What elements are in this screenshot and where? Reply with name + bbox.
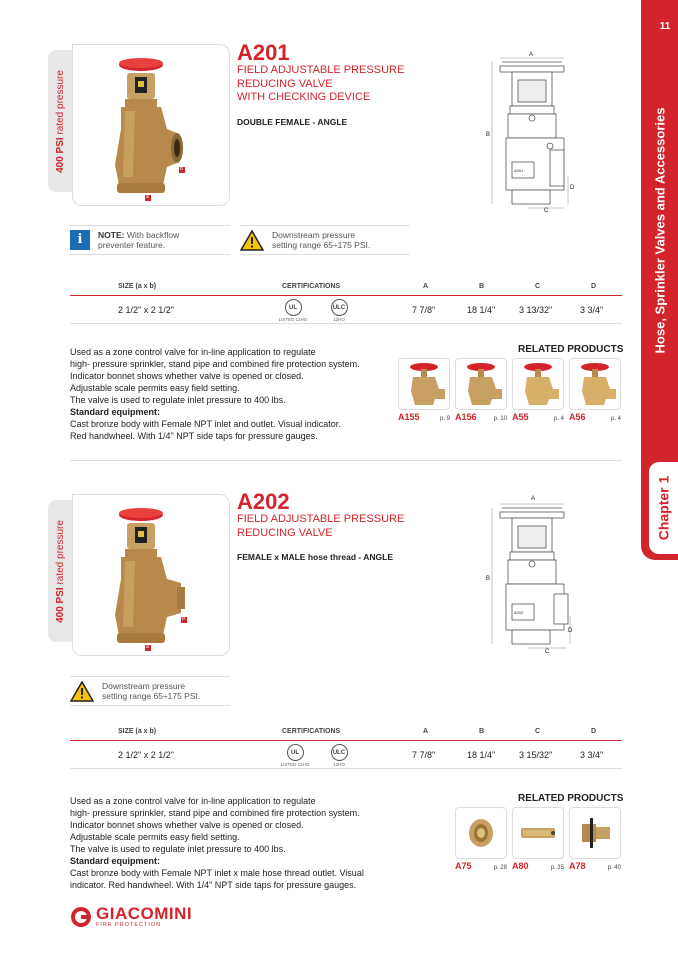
related-product-a155[interactable] [398, 358, 450, 422]
cell-a: 7 7/8" [412, 305, 436, 315]
photo-label-b: b [180, 166, 183, 172]
cell-d: 3 3/4" [580, 305, 604, 315]
page-number: 11 [652, 16, 678, 36]
body-line: Used as a zone control valve for in-line application to regulate [70, 796, 316, 806]
description-line: REDUCING VALVE [237, 77, 333, 90]
photo-label-a: a [146, 194, 149, 200]
info-icon: i [70, 230, 90, 250]
warning-icon [70, 681, 94, 702]
valve-photo-icon [73, 495, 231, 657]
cell-size: 2 1/2" x 2 1/2" [118, 305, 174, 315]
related-code: A78 [569, 861, 586, 871]
product-body-text [70, 346, 400, 442]
related-page: p. 4 [610, 416, 621, 422]
chapter-label: Chapter 1 [655, 475, 672, 541]
description-line: REDUCING VALVE [237, 526, 333, 539]
related-page: p. 9 [439, 416, 450, 422]
header-a: A [423, 283, 429, 290]
related-code: A56 [569, 412, 586, 422]
body-line: high- pressure sprinkler, stand pipe and combined fire protection system. [70, 359, 360, 369]
header-size: SIZE (a x b) [118, 283, 157, 290]
related-page: p. 10 [493, 416, 507, 422]
ulc-cert-icon: ULC [331, 299, 348, 316]
cell-b: 18 1/4" [467, 750, 496, 760]
spec-table-header [70, 280, 622, 296]
related-product-a80[interactable] [512, 807, 564, 871]
header-b: B [479, 728, 485, 735]
photo-label-b: b [182, 616, 185, 622]
related-code: A80 [512, 861, 529, 871]
related-product-a75[interactable] [455, 807, 507, 871]
standard-equipment-heading: Standard equipment: [70, 856, 161, 866]
spec-table [70, 280, 622, 326]
chapter-label-box [649, 462, 678, 554]
warning-text: Downstream pressure [272, 230, 356, 240]
dimension-c-label: C [544, 208, 549, 214]
product-subtype: DOUBLE FEMALE - ANGLE [237, 117, 348, 127]
related-code: A156 [455, 412, 477, 422]
note-label: NOTE: [98, 230, 125, 240]
warning-text: Downstream pressure [102, 681, 186, 691]
hose-adapter-icon [513, 808, 563, 858]
description-line: WITH CHECKING DEVICE [237, 91, 371, 103]
warning-box [70, 676, 230, 706]
section-title: Hose, Sprinkler Valves and Accessories [652, 107, 667, 353]
spec-table [70, 725, 622, 771]
header-a: A [423, 728, 429, 735]
product-photo [72, 494, 230, 656]
logo-wordmark: GIACOMINI [96, 904, 193, 923]
body-line: Indicator bonnet shows whether valve is opened or closed. [70, 820, 304, 830]
header-c: C [535, 283, 541, 290]
related-code: A55 [512, 412, 529, 422]
table-row [70, 296, 622, 324]
giacomini-logo [70, 906, 192, 928]
note-box [70, 225, 230, 255]
pressure-rating-text: rated pressure [54, 69, 66, 137]
related-product-a156[interactable] [455, 358, 507, 422]
body-line: The valve is used to regulate inlet pressure to 400 lbs. [70, 844, 286, 854]
ulc-certification [328, 744, 350, 767]
angle-valve-icon [513, 359, 563, 409]
technical-drawing [484, 496, 580, 660]
dimension-b-label: B [486, 132, 491, 138]
ul-cert-label: LISTED 12HO [278, 317, 308, 322]
ul-cert-label: LISTED 12HO [280, 762, 310, 767]
header-certifications: CERTIFICATIONS [282, 728, 341, 735]
hose-coupling-icon [570, 808, 620, 858]
nameplate-label: A202 [514, 610, 524, 615]
pressure-rating-value: 400 PSI [54, 586, 66, 623]
header-d: D [591, 283, 597, 290]
photo-label-a: a [146, 644, 149, 650]
dimension-d-label: D [568, 628, 573, 634]
product-photo [72, 44, 230, 206]
dimension-a-label: A [529, 52, 534, 58]
product-body-text [70, 795, 400, 891]
body-line: The valve is used to regulate inlet pressure to 400 lbs. [70, 395, 286, 405]
cell-a: 7 7/8" [412, 750, 436, 760]
pressure-rating-tab [48, 50, 72, 192]
dimension-c-label: C [545, 649, 550, 655]
valve-drawing-icon [484, 50, 580, 220]
body-line: Adjustable scale permits easy field setting. [70, 383, 240, 393]
warning-text: setting range 65÷175 PSI. [272, 240, 371, 250]
cell-d: 3 3/4" [580, 750, 604, 760]
valve-drawing-icon [484, 496, 580, 660]
ul-cert-icon: UL [287, 744, 304, 761]
cell-c: 3 15/32" [519, 750, 553, 760]
cell-c: 3 13/32" [519, 305, 553, 315]
ulc-certification [328, 299, 350, 322]
warning-icon [240, 230, 264, 251]
angle-valve-icon [399, 359, 449, 409]
related-page: p. 28 [493, 865, 507, 871]
table-row [70, 741, 622, 769]
ulc-cert-label: 12HO [333, 317, 345, 322]
body-line: Red handwheel. With 1/4" NPT side taps for pressure gauges. [70, 431, 318, 441]
related-page: p. 35 [550, 865, 564, 871]
body-line: high- pressure sprinkler, stand pipe and combined fire protection system. [70, 808, 360, 818]
body-line: Adjustable scale permits easy field setting. [70, 832, 240, 842]
giacomini-logo-icon [70, 906, 92, 928]
warning-text: setting range 65÷175 PSI. [102, 691, 201, 701]
ulc-cert-icon: ULC [331, 744, 348, 761]
nameplate-label: A201 [514, 168, 524, 173]
angle-valve-icon [456, 359, 506, 409]
ul-certification [280, 744, 310, 767]
related-code: A155 [398, 412, 420, 422]
related-products-title: RELATED PRODUCTS [518, 344, 624, 355]
product-model: A201 [237, 40, 290, 65]
valve-photo-icon [73, 45, 231, 207]
note-text: preventer feature. [98, 240, 166, 250]
pressure-rating-text: rated pressure [54, 519, 66, 587]
cell-b: 18 1/4" [467, 305, 496, 315]
product-description [237, 64, 447, 105]
section-divider [70, 460, 622, 461]
header-c: C [535, 728, 541, 735]
dimension-a-label: A [531, 496, 536, 502]
related-product-a55[interactable] [512, 358, 564, 422]
logo-tagline: FIRE PROTECTION [96, 922, 162, 928]
pressure-rating-tab [48, 500, 72, 642]
spec-table-header [70, 725, 622, 741]
ul-cert-icon: UL [285, 299, 302, 316]
header-certifications: CERTIFICATIONS [282, 283, 341, 290]
body-line: indicator. Red handwheel. With 1/4" NPT side taps for pressure gauges. [70, 880, 357, 890]
cell-size: 2 1/2" x 2 1/2" [118, 750, 174, 760]
standard-equipment-heading: Standard equipment: [70, 407, 161, 417]
description-line: FIELD ADJUSTABLE PRESSURE [237, 513, 405, 525]
body-line: Used as a zone control valve for in-line application to regulate [70, 347, 316, 357]
related-product-a78[interactable] [569, 807, 621, 871]
body-line: Indicator bonnet shows whether valve is opened or closed. [70, 371, 304, 381]
description-line: FIELD ADJUSTABLE PRESSURE [237, 64, 405, 76]
body-line: Cast bronze body with Female NPT inlet x male hose thread outlet. Visual [70, 868, 364, 878]
dimension-d-label: D [570, 185, 575, 191]
hose-cap-icon [456, 808, 506, 858]
product-model: A202 [237, 489, 290, 514]
related-products-title: RELATED PRODUCTS [518, 793, 624, 804]
ul-certification [278, 299, 308, 322]
related-page: p. 4 [553, 416, 564, 422]
dimension-b-label: B [486, 576, 491, 582]
header-b: B [479, 283, 485, 290]
body-line: Cast bronze body with Female NPT inlet and outlet. Visual indicator. [70, 419, 341, 429]
ulc-cert-label: 12HO [333, 762, 345, 767]
technical-drawing [484, 50, 580, 220]
product-subtype: FEMALE x MALE hose thread - ANGLE [237, 552, 394, 562]
angle-valve-icon [570, 359, 620, 409]
header-d: D [591, 728, 597, 735]
warning-box [240, 225, 410, 255]
pressure-rating-value: 400 PSI [54, 136, 66, 173]
product-description [237, 513, 447, 540]
header-size: SIZE (a x b) [118, 728, 157, 735]
related-page: p. 40 [607, 865, 621, 871]
note-text: With backflow [124, 230, 180, 240]
related-code: A75 [455, 861, 472, 871]
related-product-a56[interactable] [569, 358, 621, 422]
